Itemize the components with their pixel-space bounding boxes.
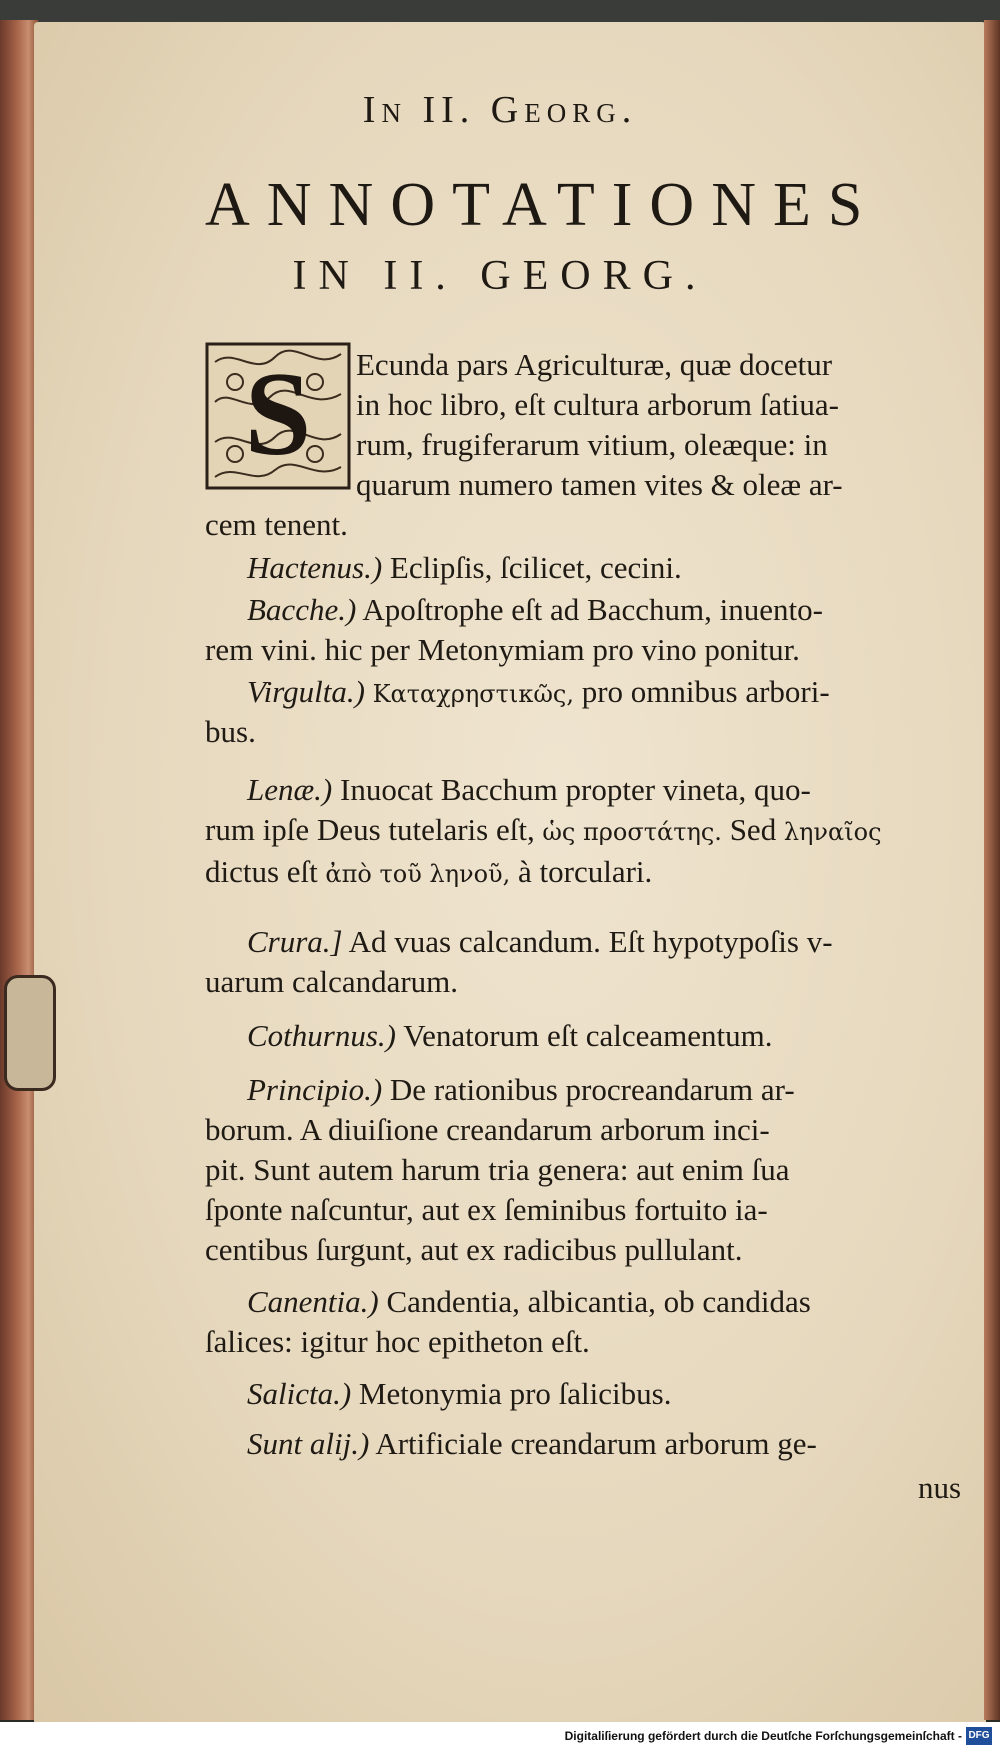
entry-line	[205, 1322, 590, 1362]
dfg-logo-icon: DFG	[966, 1727, 992, 1745]
entry-text: De rationibus procreandarum ar-	[382, 1072, 795, 1107]
entry-text: ſalices: igitur hoc epitheton eſt.	[205, 1324, 590, 1359]
entry-text: borum. A diuiſione creandarum arborum inci-	[205, 1112, 770, 1147]
entry-text: Candentia, albicantia, ob candidas	[378, 1284, 811, 1319]
entry-text: ſponte naſcuntur, aut ex ſeminibus fortuito ia-	[205, 1192, 768, 1227]
catchword: nus	[918, 1470, 962, 1505]
entry-text: rum ipſe Deus tutelaris eſt,	[205, 812, 535, 847]
intro-line: in hoc libro, eſt cultura arborum ſatiua-	[356, 387, 839, 422]
entry-lemma: Lenæ.)	[247, 772, 333, 807]
greek-text: ληναῖος	[776, 818, 882, 846]
entry-lemma: Principio.)	[247, 1072, 383, 1107]
entry-line	[247, 1282, 811, 1322]
greek-text: Καταχρηστικῶς,	[364, 680, 574, 708]
entry-text: à torculari.	[510, 854, 653, 889]
digitization-credit: Digitaliſierung gefördert durch die Deutſche Forſchungsgemeinſchaft -	[564, 1729, 962, 1743]
entry-line	[247, 922, 833, 962]
intro-line: rum, frugiferarum vitium, oleæque: in	[356, 427, 828, 462]
entry-line	[247, 1424, 817, 1464]
entry-line	[247, 1070, 795, 1110]
entry-text: bus.	[205, 714, 256, 749]
entry-line	[205, 852, 652, 894]
entry-text: centibus ſurgunt, aut ex radicibus pullulant.	[205, 1232, 743, 1267]
intro-line: cem tenent.	[205, 507, 348, 542]
entry-text: Artificiale creandarum arborum ge-	[369, 1426, 817, 1461]
entry-lemma: Crura.]	[247, 924, 343, 959]
entry-text: Venatorum eſt calceamentum.	[396, 1018, 773, 1053]
entry-line	[205, 630, 800, 670]
entry-lemma: Virgulta.)	[247, 674, 365, 709]
entry-text: rem vini. hic per Metonymiam pro vino ponitur.	[205, 632, 800, 667]
entry-line	[205, 810, 882, 852]
entry-text: pro omnibus arbori-	[573, 674, 830, 709]
entry-line	[205, 1230, 743, 1270]
entry-text: Eclipſis, ſcilicet, cecini.	[382, 550, 682, 585]
book-clasp	[4, 975, 56, 1091]
entry-line	[247, 1374, 671, 1414]
entry-text: Sed	[721, 812, 777, 847]
entry-line	[247, 590, 823, 630]
page-subtitle: IN II. GEORG.	[292, 253, 708, 299]
entry-text: Apoſtrophe eſt ad Bacchum, inuento-	[356, 592, 823, 627]
entry-line	[205, 712, 256, 752]
entry-line	[247, 1016, 772, 1056]
entry-lemma: Cothurnus.)	[247, 1018, 396, 1053]
entry-text: pit. Sunt autem harum tria genera: aut enim ſua	[205, 1152, 790, 1187]
entry-text: Inuocat Bacchum propter vineta, quo-	[332, 772, 811, 807]
intro-line: quarum numero tamen vites & oleæ ar-	[356, 467, 843, 502]
entry-text: uarum calcandarum.	[205, 964, 459, 999]
entry-line	[205, 1190, 768, 1230]
intro-line: Ecunda pars Agriculturæ, quæ docetur	[356, 347, 833, 382]
greek-text: ἀπὸ τοῦ ληνοῦ,	[317, 860, 511, 888]
entry-text: dictus eſt	[205, 854, 318, 889]
entry-line	[247, 770, 811, 810]
running-head: In II. Georg.	[362, 89, 638, 131]
entry-text: Ad vuas calcandum. Eſt hypotypoſis v-	[342, 924, 833, 959]
page-title: ANNOTATIONES	[205, 171, 880, 239]
entry-line	[205, 1110, 770, 1150]
entry-lemma: Hactenus.)	[247, 550, 383, 585]
entry-line	[247, 548, 682, 588]
entry-lemma: Bacche.)	[247, 592, 357, 627]
greek-text: ὡς προστάτης.	[534, 818, 722, 846]
entry-line	[247, 672, 830, 714]
entry-line	[205, 1150, 790, 1190]
entry-text: Metonymia pro ſalicibus.	[351, 1376, 672, 1411]
dropcap-letter: S	[244, 347, 312, 480]
entry-line	[205, 962, 458, 1002]
entry-lemma: Canentia.)	[247, 1284, 379, 1319]
entry-lemma: Sunt alij.)	[247, 1426, 370, 1461]
ornamental-initial	[205, 342, 351, 490]
entry-lemma: Salicta.)	[247, 1376, 352, 1411]
